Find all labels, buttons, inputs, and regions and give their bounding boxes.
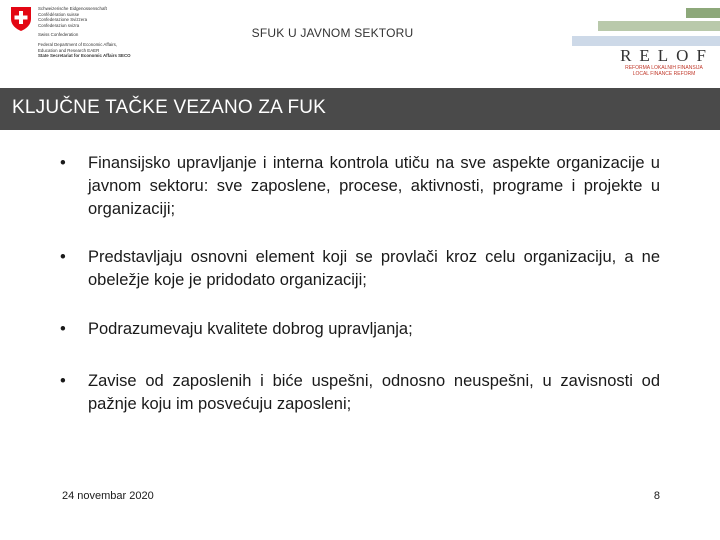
swiss-confederation-logo (10, 6, 140, 80)
decorative-bar (572, 36, 720, 46)
swiss-logo-line: Confederazione Svizzera (38, 17, 88, 23)
decorative-bar (598, 21, 720, 31)
swiss-logo-line: Swiss Confederation (38, 32, 79, 38)
swiss-logo-line: State Secretariat for Economic Affairs SECO (38, 53, 131, 59)
bullet-marker: • (60, 372, 66, 390)
swiss-logo-line: Education and Research EAER (38, 47, 100, 53)
bullet-item (60, 318, 660, 341)
decorative-bar (686, 8, 720, 18)
swiss-logo-text (38, 6, 138, 59)
relof-logo (612, 47, 716, 79)
bullet-item (60, 246, 660, 292)
swiss-logo-line: Federal Department of Economic Affairs, (38, 41, 117, 47)
bullet-item (60, 370, 660, 416)
bullet-text: Predstavljaju osnovni element koji se provlači kroz celu organizaciju, a ne obeležje koje je pridodato organizaciji; (88, 248, 660, 289)
relof-logo-word: RELOF (620, 46, 714, 65)
bullet-item (60, 152, 660, 221)
relof-logo-subtitle: REFORMA LOKALNIH FINANSIJA (625, 65, 703, 71)
page-number: 8 (653, 490, 660, 502)
bullet-marker: • (60, 320, 66, 338)
footer-date: 24 novembar 2020 (62, 490, 154, 502)
slide-title: KLJUČNE TAČKE VEZANO ZA FUK (12, 97, 327, 118)
bullet-text: Finansijsko upravljanje i interna kontrola utiču na sve aspekte organizacije u javnom sektoru: sve zaposlene, procese, aktivnosti, programe i projekte u organizaciji; (88, 154, 660, 218)
bullet-list (60, 152, 660, 416)
swiss-shield-icon (10, 6, 32, 32)
swiss-logo-line: Confederaziun svizra (38, 22, 80, 28)
bullet-text: Zavise od zaposlenih i biće uspešni, odnosno neuspešni, u zavisnosti od pažnje koju im posvećuju zaposleni; (88, 372, 660, 413)
relof-logo-subtitle: LOCAL FINANCE REFORM (632, 71, 696, 77)
bullet-marker: • (60, 154, 66, 172)
bullet-marker: • (60, 248, 66, 266)
bullet-text: Podrazumevaju kvalitete dobrog upravljanja; (88, 320, 413, 338)
header-title: SFUK U JAVNOM SEKTORU (251, 26, 414, 40)
swiss-logo-line: Schweizerische Eidgenossenschaft (38, 6, 107, 11)
swiss-logo-line: Confédération suisse (38, 11, 80, 17)
